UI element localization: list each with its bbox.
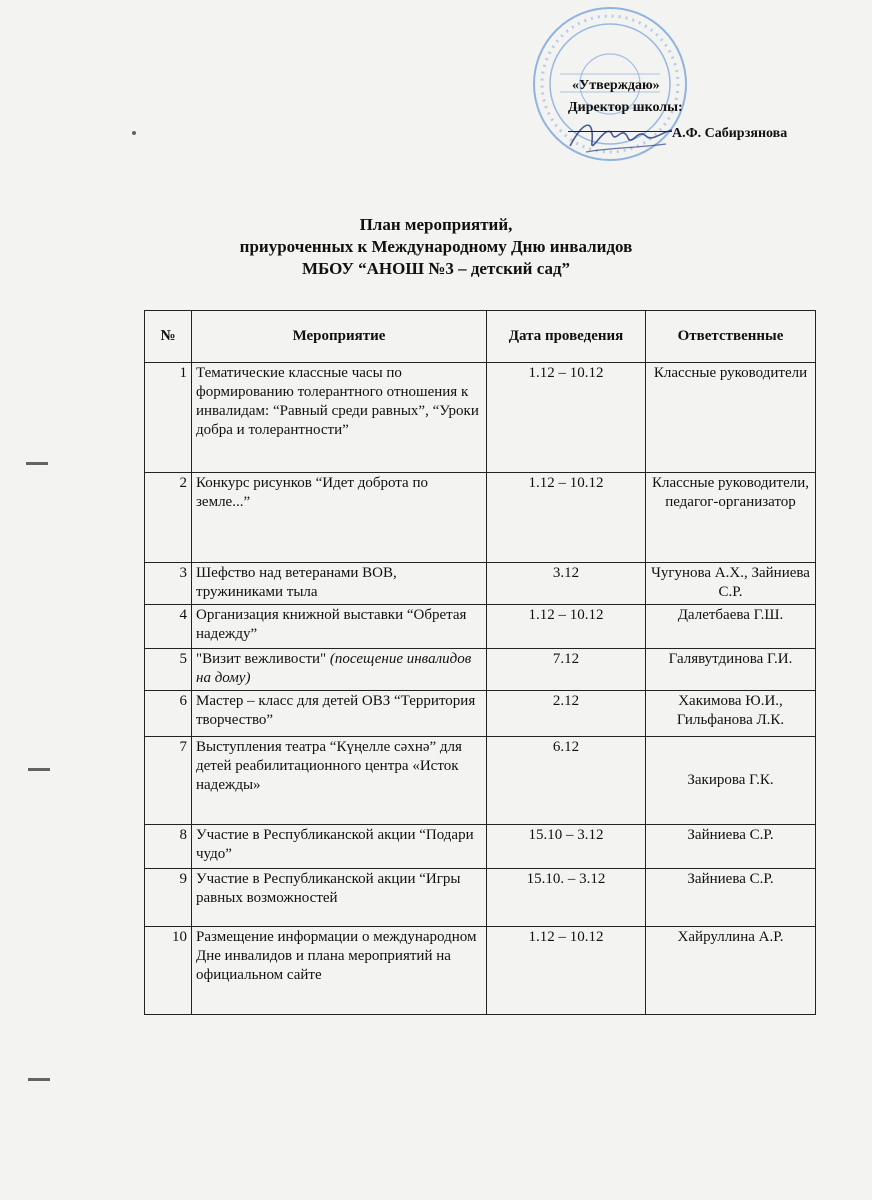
events-table: [144, 310, 816, 1015]
scan-mark: [28, 1078, 50, 1081]
row-date: 15.10. – 3.12: [487, 869, 646, 927]
row-event: [192, 363, 487, 473]
row-responsible: Классные руководители: [646, 363, 816, 473]
title-line-1: План мероприятий,: [359, 215, 513, 234]
row-date: 1.12 – 10.12: [487, 363, 646, 473]
event-text: Конкурс рисунков “Идет доброта по земле...”: [196, 475, 428, 510]
event-note: (посещение инвалидов на дому): [196, 651, 472, 686]
row-date: 1.12 – 10.12: [487, 473, 646, 563]
event-text: Мастер – класс для детей ОВЗ “Территория творчество”: [196, 693, 476, 728]
table-row: [145, 649, 816, 691]
row-event: [192, 563, 487, 605]
header-event: Мероприятие: [192, 311, 487, 363]
table-row: [145, 825, 816, 869]
row-responsible: Хакимова Ю.И., Гильфанова Л.К.: [646, 691, 816, 737]
row-responsible: Далетбаева Г.Ш.: [646, 605, 816, 649]
event-text: Размещение информации о международном Дне инвалидов и плана мероприятий на официальном сайте: [196, 929, 477, 983]
table-row: [145, 869, 816, 927]
row-date: 7.12: [487, 649, 646, 691]
row-date: 15.10 – 3.12: [487, 825, 646, 869]
signer-name: А.Ф. Сабирзянова: [672, 126, 788, 141]
event-text: Выступления театра “Күңелле сәхнә” для детей реабилитационного центра «Исток надежды»: [196, 739, 462, 793]
row-event: [192, 649, 487, 691]
director-label: Директор школы:: [568, 100, 683, 115]
header-date: Дата проведения: [487, 311, 646, 363]
table-row: [145, 363, 816, 473]
table-row: [145, 691, 816, 737]
title-line-2: приуроченных к Международному Дню инвалидов: [239, 237, 633, 256]
row-event: [192, 927, 487, 1015]
row-number: 2: [145, 473, 192, 563]
row-number: 4: [145, 605, 192, 649]
row-responsible: Хайруллина А.Р.: [646, 927, 816, 1015]
row-number: 10: [145, 927, 192, 1015]
table-row: [145, 737, 816, 825]
row-number: 8: [145, 825, 192, 869]
row-date: 6.12: [487, 737, 646, 825]
row-responsible: Галявутдинова Г.И.: [646, 649, 816, 691]
row-responsible: Классные руководители, педагог-организатор: [646, 473, 816, 563]
signature-line: [568, 131, 672, 132]
header-number: №: [145, 311, 192, 363]
header-responsible: Ответственные: [646, 311, 816, 363]
row-date: 2.12: [487, 691, 646, 737]
row-responsible: Закирова Г.К.: [646, 737, 816, 825]
table-row: [145, 563, 816, 605]
row-event: [192, 737, 487, 825]
row-event: [192, 691, 487, 737]
row-responsible: Чугунова А.Х., Зайниева С.Р.: [646, 563, 816, 605]
row-number: 1: [145, 363, 192, 473]
row-number: 3: [145, 563, 192, 605]
row-responsible: Зайниева С.Р.: [646, 825, 816, 869]
scan-mark: [132, 131, 136, 135]
event-text: Участие в Республиканской акции “Игры равных возможностей: [196, 871, 461, 906]
row-date: 1.12 – 10.12: [487, 927, 646, 1015]
row-event: [192, 869, 487, 927]
row-event: [192, 605, 487, 649]
event-text: Участие в Республиканской акции “Подари чудо”: [196, 827, 474, 862]
event-text: Шефство над ветеранами ВОВ, тружиниками тыла: [196, 565, 397, 600]
approval-heading: «Утверждаю»: [572, 78, 660, 93]
table-row: [145, 473, 816, 563]
row-date: 3.12: [487, 563, 646, 605]
row-date: 1.12 – 10.12: [487, 605, 646, 649]
row-number: 5: [145, 649, 192, 691]
event-text: Организация книжной выставки “Обретая надежду”: [196, 607, 467, 642]
title-line-3: МБОУ “АНОШ №3 – детский сад”: [301, 259, 571, 278]
event-text: "Визит вежливости": [196, 651, 327, 667]
row-number: 7: [145, 737, 192, 825]
scan-mark: [28, 768, 50, 771]
row-number: 9: [145, 869, 192, 927]
row-event: [192, 473, 487, 563]
scan-mark: [26, 462, 48, 465]
document-title: [0, 214, 872, 280]
row-number: 6: [145, 691, 192, 737]
event-text: Тематические классные часы по формированию толерантного отношения к инвалидам: “Равный среди равных”, “Уроки добра и толерантности”: [196, 365, 479, 438]
signature-icon: [566, 112, 676, 160]
table-header-row: [145, 311, 816, 363]
row-event: [192, 825, 487, 869]
table-row: [145, 605, 816, 649]
row-responsible: Зайниева С.Р.: [646, 869, 816, 927]
table-row: [145, 927, 816, 1015]
